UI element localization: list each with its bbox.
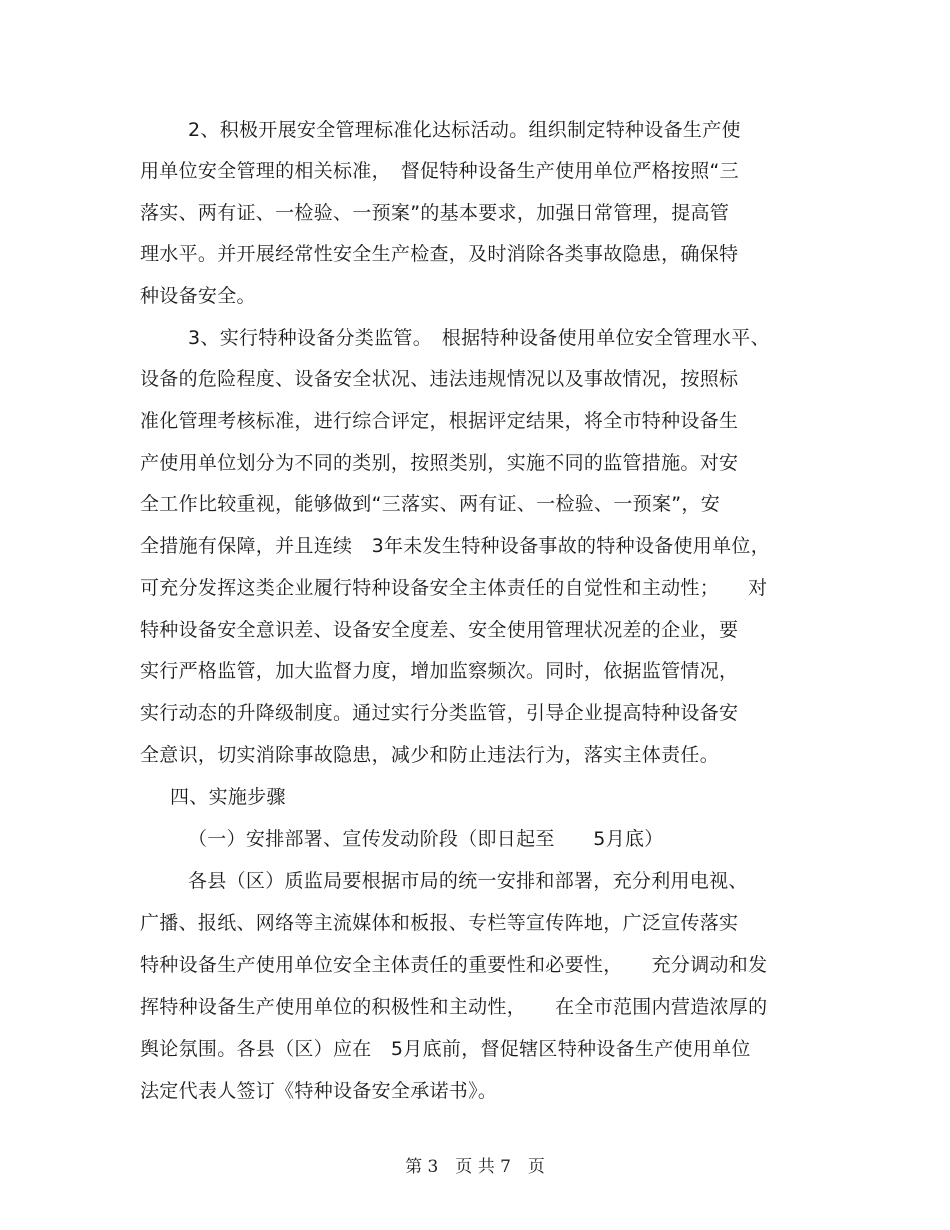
paragraph-line: 理水平。并开展经常性安全生产检查，及时消除各类事故隐患，确保特 [140,243,739,265]
section-heading: 四、实施步骤 [170,786,286,808]
paragraph-line: 全措施有保障，并且连续 3年未发生特种设备事故的特种设备使用单位， [140,535,770,557]
paragraph-line: 准化管理考核标准，进行综合评定，根据评定结果，将全市特种设备生 [140,410,739,432]
paragraph-line: 特种设备安全意识差、设备安全度差、安全使用管理状况差的企业，要 [140,619,739,641]
paragraph-line: 2、积极开展安全管理标准化达标活动。组织制定特种设备生产使 [188,119,741,141]
paragraph-line: 实行动态的升降级制度。通过实行分类监管，引导企业提高特种设备安 [140,702,739,724]
paragraph-line: 实行严格监管，加大监督力度，增加监察频次。同时，依据监管情况， [140,660,739,682]
paragraph-line: 可充分发挥这类企业履行特种设备安全主体责任的自觉性和主动性； 对 [140,577,768,599]
paragraph-line: 挥特种设备生产使用单位的积极性和主动性， 在全市范围内营造浓厚的 [140,996,768,1018]
paragraph-line: 广播、报纸、网络等主流媒体和板报、专栏等宣传阵地，广泛宣传落实 [140,912,739,934]
paragraph-line: 用单位安全管理的相关标准， 督促特种设备生产使用单位严格按照“三 [140,160,739,182]
paragraph-line: 法定代表人签订《特种设备安全承诺书》。 [140,1080,498,1102]
paragraph-line: 各县（区）质监局要根据市局的统一安排和部署，充分利用电视、 [188,870,748,892]
page-number-footer: 第 3 页 共 7 页 [405,1157,545,1177]
subsection-heading: （一）安排部署、宣传发动阶段（即日起至 5月底） [188,828,664,850]
paragraph-line: 3、实行特种设备分类监管。 根据特种设备使用单位安全管理水平、 [188,327,770,349]
paragraph-line: 设备的危险程度、设备安全状况、违法违规情况以及事故情况，按照标 [140,368,739,390]
paragraph-line: 舆论氛围。各县（区）应在 5月底前，督促辖区特种设备生产使用单位 [140,1038,751,1060]
paragraph-line: 全工作比较重视，能够做到“三落实、两有证、一检验、一预案”，安 [140,493,720,515]
paragraph-line: 全意识，切实消除事故隐患，减少和防止违法行为，落实主体责任。 [140,744,720,766]
paragraph-line: 种设备安全。 [140,285,256,307]
paragraph-line: 特种设备生产使用单位安全主体责任的重要性和必要性， 充分调动和发 [140,954,768,976]
paragraph-line: 产使用单位划分为不同的类别，按照类别，实施不同的监管措施。对安 [140,452,739,474]
paragraph-line: 落实、两有证、一检验、一预案”的基本要求，加强日常管理，提高管 [140,202,730,224]
